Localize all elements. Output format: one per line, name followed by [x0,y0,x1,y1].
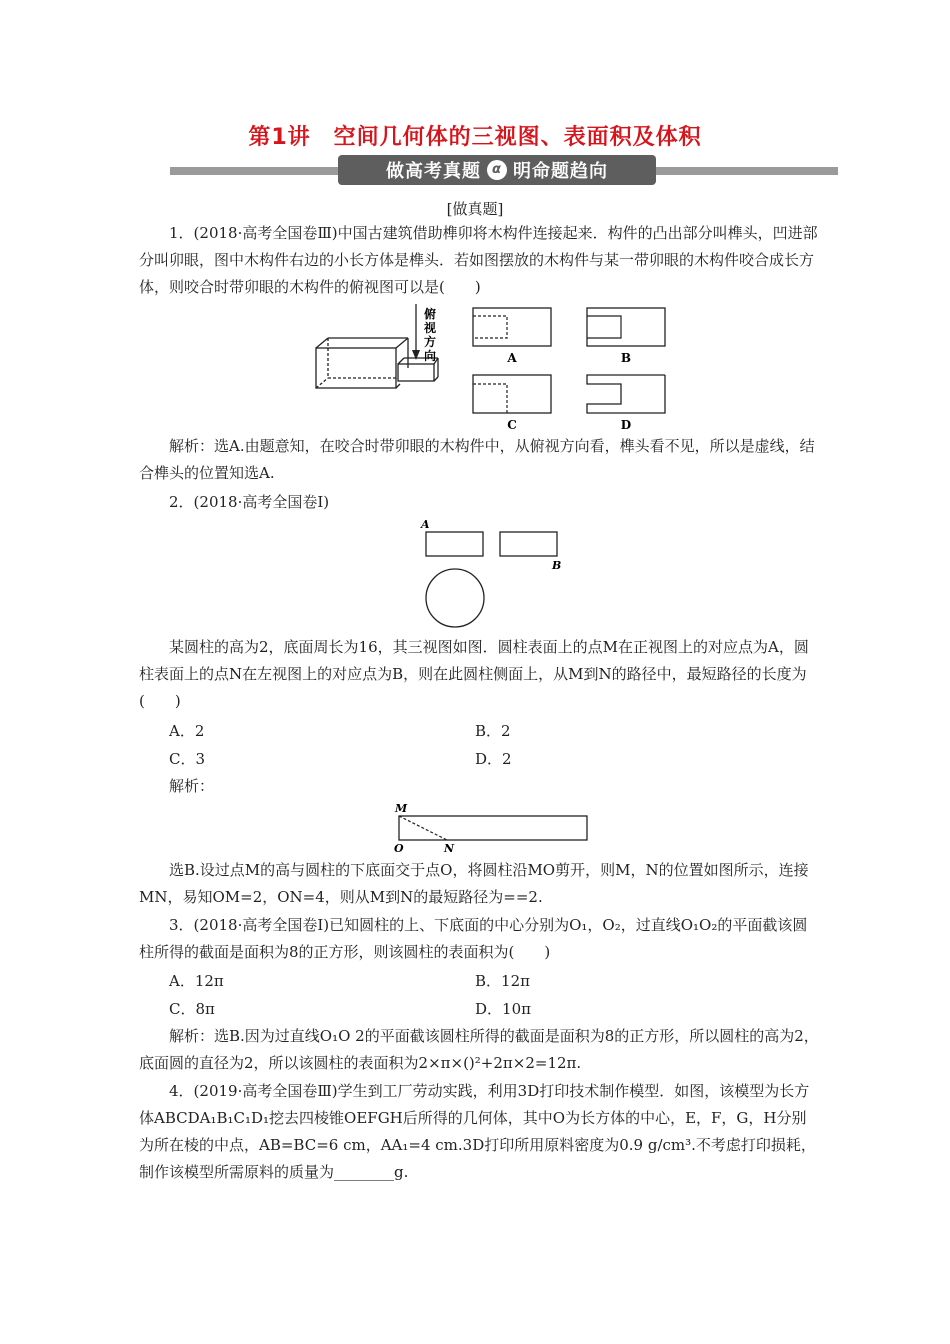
q2-option-a: A．2 [169,722,205,740]
q3-analysis: 解析：选B.因为过直线O₁O 2的平面截该圆柱所得的截面是面积为8的正方形，所以圆柱的高为2，底面圆的直径为2，所以该圆柱的表面积为2×π×()²+2π×2=12π. [139,1027,819,1072]
wood-component-diagram [316,338,438,388]
page-title: 第1讲 空间几何体的三视图、表面积及体积 [248,125,702,150]
q2-text: 某圆柱的高为2，底面周长为16，其三视图如图．圆柱表面上的点M在正视图上的对应点为A，圆柱表面上的点N在左视图上的对应点为B，则在此圆柱侧面上，从M到N的路径中，最短路径的长度为( ) [139,638,809,710]
q2-unrolled-figure [390,800,595,854]
section-banner [338,155,656,185]
q3-option-a: A．12π [169,972,224,990]
option-a-label: A [507,351,517,365]
banner-mid-icon: α [487,160,507,180]
option-c-label: C [507,418,517,432]
q2-option-b: B．2 [475,722,511,740]
option-b-label: B [620,351,632,365]
q3-text: 3．(2018·高考全国卷Ⅰ)已知圆柱的上、下底面的中心分别为O₁，O₂，过直线O₁O₂的平面截该圆柱所得的截面是面积为8的正方形，则该圆柱的表面积为( ) [139,916,808,961]
q2-option-d: D．2 [475,750,512,768]
q3-option-c: C．8π [169,1000,215,1018]
option-d-view [587,375,665,413]
q1-analysis: 解析：选A.由题意知，在咬合时带卯眼的木构件中，从俯视方向看，榫头看不见，所以是虚线，结合榫头的位置知选A. [139,437,815,482]
banner-left: 做高考真题 [386,161,481,182]
option-b-view [587,308,665,346]
q4-text: 4．(2019·高考全国卷Ⅲ)学生到工厂劳动实践，利用3D打印技术制作模型．如图，该模型为长方体ABCDA₁B₁C₁D₁挖去四棱锥OEFGH后所得的几何体，其中O为长方体的中心，E，F，G，H分别为所在棱的中点，AB=BC=6 cm，AA₁=4 cm.3D打印所用原料密度为0.9 g/cm³.不考虑打印损耗，制作该模型所需原料的质量为________g. [139,1082,816,1181]
section-heading: [做真题] [446,200,504,218]
q2-head: 2．(2018·高考全国卷Ⅰ) [169,493,330,511]
arrow-label-4: 向 [424,349,437,363]
q3-option-b: B．12π [475,972,530,990]
q2-option-c: C．3 [169,750,206,768]
arrow-label-2: 视 [424,321,437,335]
banner-right: 明命题趋向 [513,161,608,182]
point-o-label: O [394,842,404,854]
q1-text: 1．(2018·高考全国卷Ⅲ)中国古建筑借助榫卯将木构件连接起来．构件的凸出部分叫榫头，凹进部分叫卯眼，图中木构件右边的小长方体是榫头．若如图摆放的木构件与某一带卯眼的木构件咬合成长方体，则咬合时带卯眼的木构件的俯视图可以是( ) [139,224,818,296]
arrow-label-1: 俯 [424,307,437,321]
unrolled-rectangle [399,816,587,840]
top-view [426,569,484,627]
front-view [426,532,483,556]
arrow-label-3: 方 [424,335,437,349]
point-m-label: M [395,802,408,815]
side-view [500,532,557,556]
option-d-label: D [620,418,632,432]
q2-analysis-head: 解析： [169,777,215,795]
point-a-label: A [421,518,430,531]
point-n-label: N [444,842,455,854]
option-c-view [473,375,551,413]
q2-three-views [418,518,568,630]
point-b-label: B [552,559,562,572]
path-mn [399,816,447,840]
q3-option-d: D．10π [475,1000,531,1018]
q2-analysis: 选B.设过点M的高与圆柱的下底面交于点O，将圆柱沿MO剪开，则M，N的位置如图所示，连接MN，易知OM=2，ON=4，则从M到N的最短路径为==2. [139,861,809,906]
option-a-view [473,308,551,346]
q1-figure [312,300,684,436]
